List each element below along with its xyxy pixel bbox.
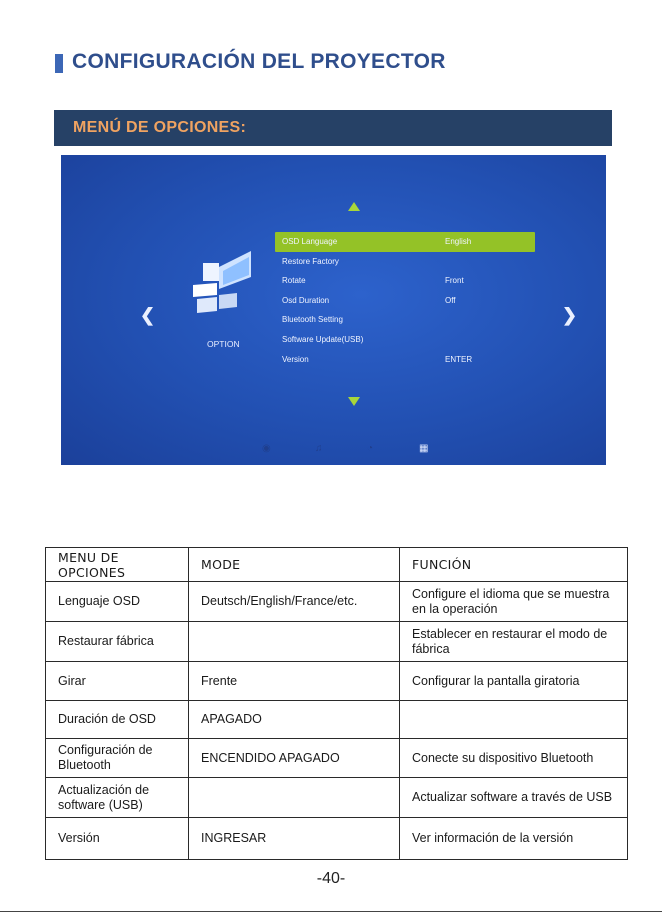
table-row [46,662,628,701]
table-cell: Duración de OSD [46,701,189,739]
movie-icon[interactable]: ◉ [262,443,271,454]
section-header [54,110,612,146]
table-cell: INGRESAR [189,818,400,860]
table-cell: Conecte su dispositivo Bluetooth [400,739,628,778]
menu-item-osd-duration[interactable]: Osd Duration Off [282,295,456,305]
header-cell: FUNCIÓN [400,548,628,582]
table-cell: Actualizar software a través de USB [400,778,628,818]
table-cell: Configurar la pantalla giratoria [400,662,628,701]
osd-menu [275,232,535,369]
header-cell: MODE [189,548,400,582]
projector-screen [61,155,606,465]
table-cell: APAGADO [189,701,400,739]
table-row [46,739,628,778]
header-cell: MENU DE OPCIONES [46,548,189,582]
option-label: OPTION [207,339,240,349]
table-cell: ENCENDIDO APAGADO [189,739,400,778]
option-tiles-icon [193,247,253,317]
table-cell: Actualización de software (USB) [46,778,189,818]
page-title: CONFIGURACIÓN DEL PROYECTOR [72,50,446,73]
table-cell: Restaurar fábrica [46,622,189,662]
table-row [46,701,628,739]
menu-item-rotate[interactable]: Rotate Front [282,276,464,286]
table-cell: Versión [46,818,189,860]
footer-divider [0,911,662,912]
section-title: MENÚ DE OPCIONES: [73,119,247,136]
photo-icon[interactable]: ◔ [367,443,374,454]
chevron-right-icon[interactable]: ❯ [562,305,578,325]
menu-item-restore-factory[interactable]: Restore Factory [282,256,339,266]
table-cell: Establecer en restaurar el modo de fábrica [400,622,628,662]
menu-item-bluetooth-setting[interactable]: Bluetooth Setting [282,315,343,325]
table-cell: Girar [46,662,189,701]
chevron-left-icon[interactable]: ❮ [140,305,156,325]
music-icon[interactable]: ♫ [315,443,323,454]
table-cell: Lenguaje OSD [46,582,189,622]
menu-item-software-update[interactable]: Software Update(USB) [282,334,364,344]
menu-item-osd-language[interactable]: OSD Language English [275,232,535,252]
down-arrow-icon[interactable] [348,397,360,406]
table-cell: Configure el idioma que se muestra en la operación [400,582,628,622]
table-row [46,622,628,662]
options-table [45,547,628,860]
table-cell [189,778,400,818]
option-icon[interactable]: ▦ [419,443,429,454]
table-cell: Deutsch/English/France/etc. [189,582,400,622]
table-cell: Ver información de la versión [400,818,628,860]
page-number: -40- [316,870,346,887]
table-header-row [46,548,628,582]
table-row [46,818,628,860]
media-bar [61,443,606,457]
table-cell: Frente [189,662,400,701]
table-row [46,582,628,622]
menu-item-version[interactable]: Version ENTER [282,354,473,364]
table-cell: Configuración de Bluetooth [46,739,189,778]
table-cell [189,622,400,662]
table-row [46,778,628,818]
title-accent-bar [55,54,63,73]
up-arrow-icon[interactable] [348,202,360,211]
table-cell [400,701,628,739]
